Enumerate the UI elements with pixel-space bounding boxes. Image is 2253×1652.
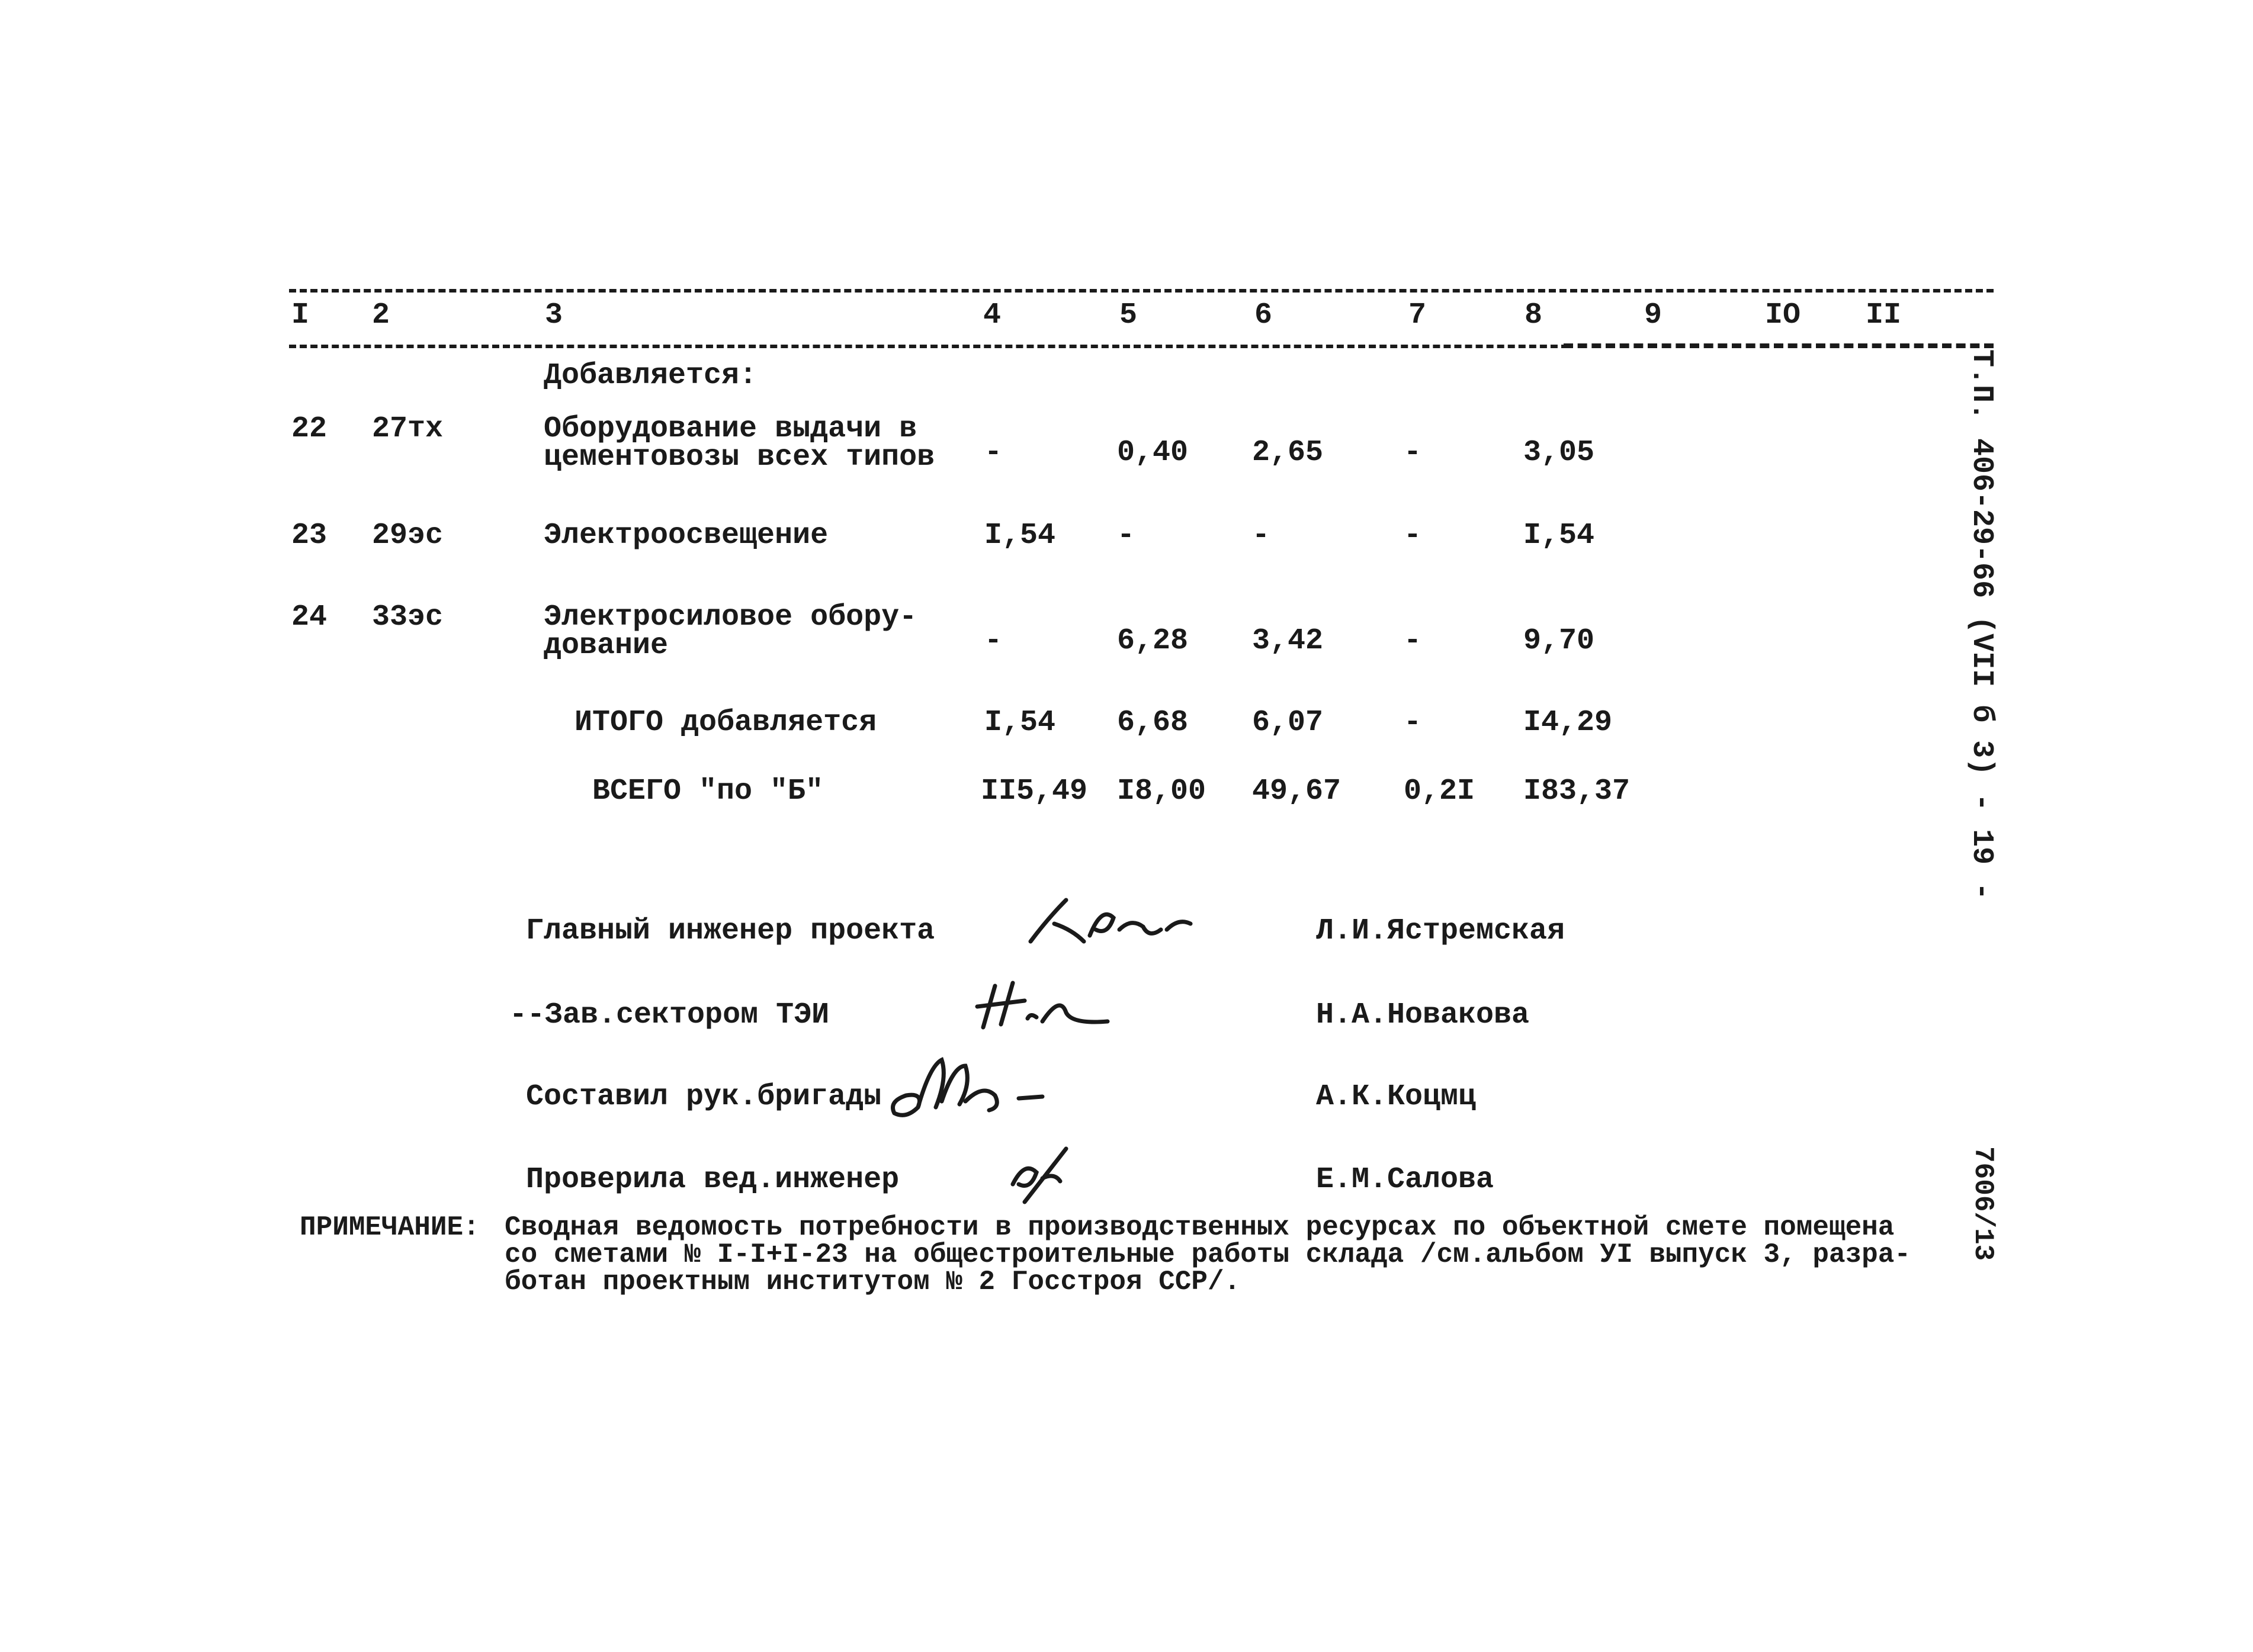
col-header-9: 9 bbox=[1644, 298, 1663, 332]
total-col-8: I4,29 bbox=[1523, 706, 1613, 740]
col-header-10: IO bbox=[1765, 298, 1801, 332]
header-bottom-rule-dashed bbox=[289, 345, 1568, 348]
cell-col-5: 0,40 bbox=[1117, 436, 1189, 470]
col-header-4: 4 bbox=[983, 298, 1002, 332]
row-number: 22 bbox=[291, 412, 328, 446]
row-number: 24 bbox=[291, 600, 328, 634]
section-label: Добавляется: bbox=[544, 359, 758, 393]
cell-col-7: - bbox=[1404, 624, 1422, 658]
note-line-2: со сметами № I-I+I-23 на общестроительные работы склада /см.альбом УI выпуск 3, разра- bbox=[505, 1239, 1911, 1270]
cell-col-7: - bbox=[1404, 519, 1422, 552]
signature-role-text: Зав.сектором ТЭИ bbox=[545, 998, 830, 1032]
cell-col-5: - bbox=[1117, 519, 1135, 552]
total-col-7: - bbox=[1404, 706, 1422, 740]
note-label: ПРИМЕЧАНИЕ: bbox=[300, 1212, 480, 1243]
cell-col-8: 3,05 bbox=[1523, 436, 1595, 470]
signer-name: Л.И.Ястремская bbox=[1316, 914, 1565, 948]
row-name-line-1: Электроосвещение bbox=[544, 519, 829, 552]
note-line-1: Сводная ведомость потребности в производственных ресурсах по объектной смете помещена bbox=[505, 1212, 1895, 1243]
cell-col-4: - bbox=[984, 624, 1003, 658]
cell-col-7: - bbox=[1404, 436, 1422, 470]
cell-col-6: 3,42 bbox=[1252, 624, 1324, 658]
row-code: 27тх bbox=[372, 412, 444, 446]
col-header-2: 2 bbox=[372, 298, 390, 332]
grand-total-col-6: 49,67 bbox=[1252, 774, 1341, 808]
total-col-6: 6,07 bbox=[1252, 706, 1324, 740]
row-name-line-2: дование bbox=[544, 629, 669, 663]
row-code: 33эс bbox=[372, 600, 444, 634]
signature-role: Главный инженер проекта bbox=[526, 914, 935, 948]
cell-col-8: 9,70 bbox=[1523, 624, 1595, 658]
grand-total-col-7: 0,2I bbox=[1404, 774, 1475, 808]
col-header-11: II bbox=[1866, 298, 1902, 332]
grand-total-col-5: I8,00 bbox=[1117, 774, 1206, 808]
col-header-1: I bbox=[291, 298, 310, 332]
signer-name: Е.М.Салова bbox=[1316, 1163, 1494, 1197]
col-header-8: 8 bbox=[1525, 298, 1543, 332]
cell-col-6: - bbox=[1252, 519, 1270, 552]
signature-mark bbox=[1001, 1143, 1084, 1208]
col-header-6: 6 bbox=[1254, 298, 1273, 332]
margin-stamp: Т.П. 406-29-66 (VII б 3) - 19 - bbox=[1965, 349, 1998, 901]
row-number: 23 bbox=[291, 519, 328, 552]
col-header-5: 5 bbox=[1119, 298, 1138, 332]
signer-name: Н.А.Новакова bbox=[1316, 998, 1530, 1032]
signer-name: А.К.Коцмц bbox=[1316, 1080, 1477, 1114]
header-top-rule bbox=[289, 289, 1994, 293]
signature-role: Проверила вед.инженер bbox=[526, 1163, 900, 1197]
signature-mark bbox=[971, 977, 1125, 1030]
cell-col-8: I,54 bbox=[1523, 519, 1595, 552]
cell-col-4: - bbox=[984, 436, 1003, 470]
col-header-3: 3 bbox=[545, 298, 563, 332]
signature-mark bbox=[882, 1054, 1060, 1125]
total-col-4: I,54 bbox=[984, 706, 1056, 740]
col-header-7: 7 bbox=[1408, 298, 1427, 332]
signature-role: --Зав.сектором ТЭИ bbox=[509, 998, 830, 1032]
margin-number: 7606/13 bbox=[1968, 1146, 1998, 1261]
row-name-line-1: Электросиловое обору- bbox=[544, 600, 917, 634]
total-col-5: 6,68 bbox=[1117, 706, 1189, 740]
signature-role: Составил рук.бригады bbox=[526, 1080, 882, 1114]
row-name-line-2: цементовозы всех типов bbox=[544, 441, 935, 474]
cell-col-5: 6,28 bbox=[1117, 624, 1189, 658]
grand-total-col-4: II5,49 bbox=[981, 774, 1088, 808]
header-bottom-rule-bold bbox=[1564, 343, 1994, 348]
cell-col-4: I,54 bbox=[984, 519, 1056, 552]
grand-total-col-8: I83,37 bbox=[1523, 774, 1631, 808]
cell-col-6: 2,65 bbox=[1252, 436, 1324, 470]
signature-mark bbox=[1025, 894, 1214, 947]
grand-total-label: ВСЕГО "по "Б" bbox=[592, 774, 824, 808]
note-line-3: ботан проектным институтом № 2 Госстроя ССР/. bbox=[505, 1267, 1241, 1297]
row-code: 29эс bbox=[372, 519, 444, 552]
row-name-line-1: Оборудование выдачи в bbox=[544, 412, 917, 446]
total-label: ИТОГО добавляется bbox=[575, 706, 877, 740]
